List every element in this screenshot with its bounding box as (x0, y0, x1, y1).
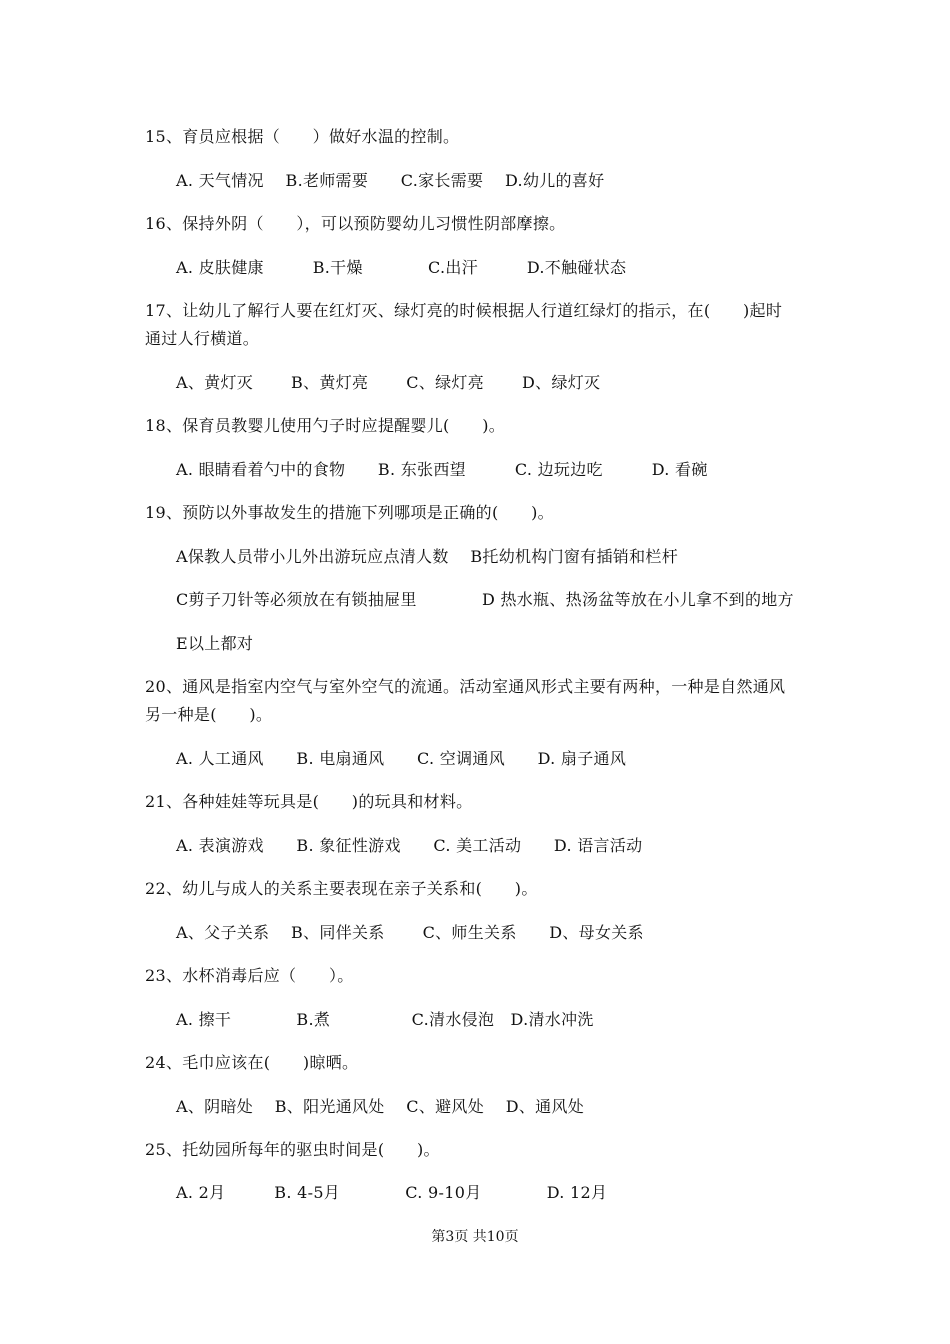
question-17-text-line-2: 通过人行横道。 (145, 329, 260, 348)
question-23-options: A. 擦干 B.煮 C.清水侵泡 D.清水冲洗 (176, 1010, 594, 1029)
question-19-options-line-2: C剪子刀针等必须放在有锁抽屉里 D 热水瓶、热汤盆等放在小儿拿不到的地方 (176, 590, 794, 609)
question-17-options: A、黄灯灭 B、黄灯亮 C、绿灯亮 D、绿灯灭 (176, 373, 601, 392)
question-18-options: A. 眼睛看着勺中的食物 B. 东张西望 C. 边玩边吃 D. 看碗 (176, 460, 708, 479)
question-21-options: A. 表演游戏 B. 象征性游戏 C. 美工活动 D. 语言活动 (176, 836, 643, 855)
page-number-footer: 第3页 共10页 (431, 1229, 519, 1245)
question-25-options: A. 2月 B. 4-5月 C. 9-10月 D. 12月 (176, 1183, 608, 1202)
question-17-text-line-1: 17、让幼儿了解行人要在红灯灭、绿灯亮的时候根据人行道红绿灯的指示，在( )起时 (145, 301, 783, 320)
question-23-text: 23、水杯消毒后应（ ）。 (145, 966, 354, 985)
question-15-options: A. 天气情况 B.老师需要 C.家长需要 D.幼儿的喜好 (176, 171, 605, 190)
question-21-text: 21、各种娃娃等玩具是( )的玩具和材料。 (145, 792, 473, 811)
question-16-text: 16、保持外阴（ ），可以预防婴幼儿习惯性阴部摩擦。 (145, 214, 566, 233)
question-20-text-line-2: 另一种是( )。 (145, 705, 273, 724)
question-18-text: 18、保育员教婴儿使用勺子时应提醒婴儿( )。 (145, 416, 506, 435)
question-15-text: 15、育员应根据（ ）做好水温的控制。 (145, 127, 460, 146)
question-19-text: 19、预防以外事故发生的措施下列哪项是正确的( )。 (145, 503, 554, 522)
question-20-text-line-1: 20、通风是指室内空气与室外空气的流通。活动室通风形式主要有两种，一种是自然通风 (145, 677, 786, 696)
question-22-text: 22、幼儿与成人的关系主要表现在亲子关系和( )。 (145, 879, 538, 898)
question-22-options: A、父子关系 B、同伴关系 C、师生关系 D、母女关系 (176, 923, 644, 942)
question-20-options: A. 人工通风 B. 电扇通风 C. 空调通风 D. 扇子通风 (176, 749, 627, 768)
question-19-options-line-1: A保教人员带小儿外出游玩应点清人数 B托幼机构门窗有插销和栏杆 (176, 547, 678, 566)
question-16-options: A. 皮肤健康 B.干燥 C.出汗 D.不触碰状态 (176, 258, 627, 277)
question-25-text: 25、托幼园所每年的驱虫时间是( )。 (145, 1140, 440, 1159)
question-24-text: 24、毛巾应该在( )晾晒。 (145, 1053, 359, 1072)
question-19-options-line-3: E以上都对 (176, 634, 254, 653)
question-24-options: A、阴暗处 B、阳光通风处 C、避风处 D、通风处 (176, 1097, 585, 1116)
